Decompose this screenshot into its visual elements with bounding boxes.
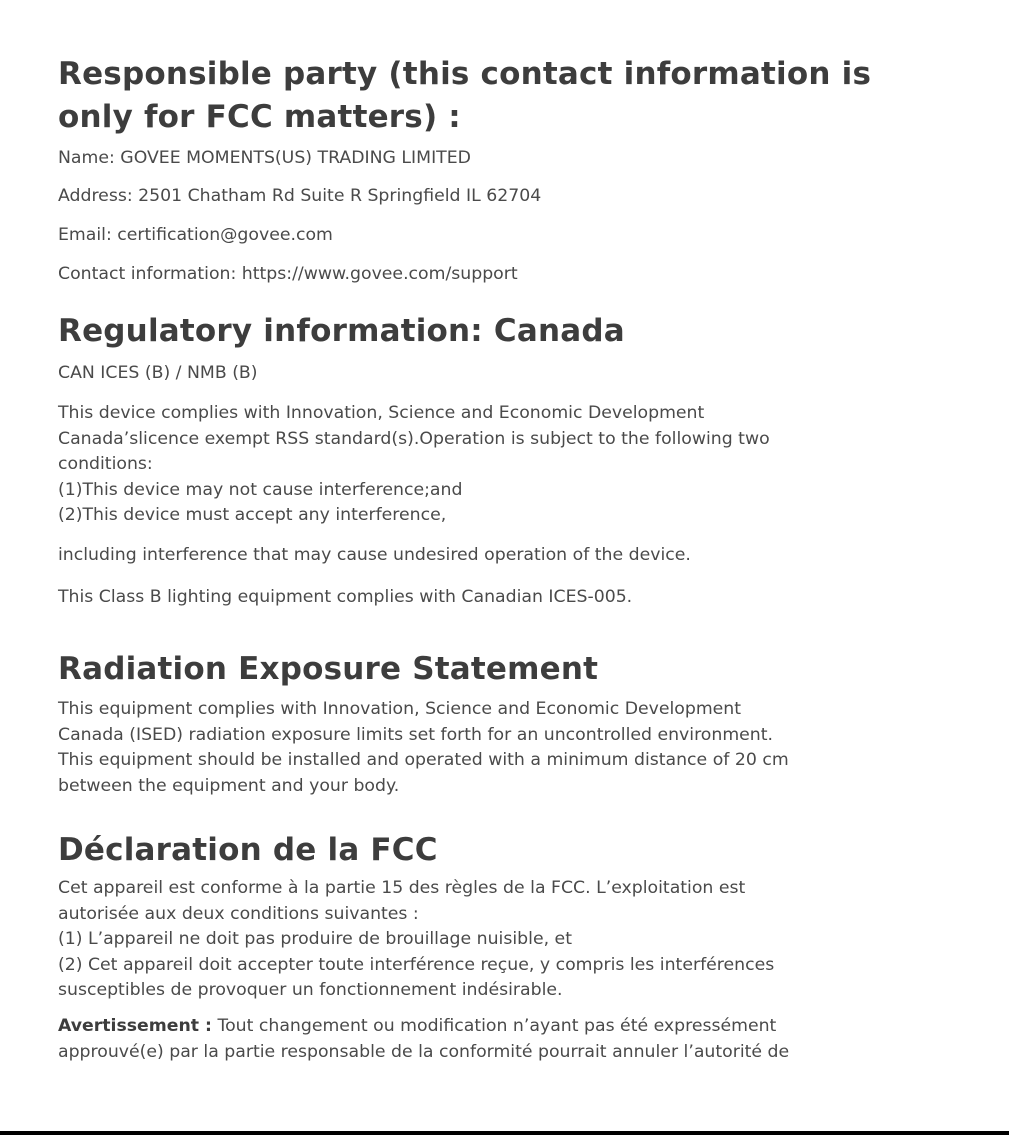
fcc-contact-heading-line2: only for FCC matters) : <box>58 99 461 135</box>
canada-statement-line: (2)This device must accept any interference, <box>58 505 447 525</box>
fcc-fr-line: Cet appareil est conforme à la partie 15 des règles de la FCC. L’exploitation est <box>58 878 746 898</box>
fcc-contact-heading-line1: Responsible party (this contact information is <box>58 56 872 92</box>
canada-including: including interference that may cause undesired operation of the device. <box>58 545 691 565</box>
canada-statement <box>58 401 770 529</box>
canada-heading: Regulatory information: Canada <box>58 313 625 349</box>
fcc-fr-line: autorisée aux deux conditions suivantes : <box>58 903 419 924</box>
radiation-line: This equipment should be installed and operated with a minimum distance of 20 cm <box>58 750 789 770</box>
contact-info: Contact information: https://www.govee.com/support <box>58 264 518 284</box>
fcc-fr-statement <box>58 876 774 1004</box>
canada-ices: CAN ICES (B) / NMB (B) <box>58 363 258 383</box>
warning-text-1: Tout changement ou modification n’ayant pas été expressément <box>211 1016 777 1036</box>
fcc-fr-line: (1) L’appareil ne doit pas produire de brouillage nuisible, et <box>58 929 572 949</box>
contact-address: Address: 2501 Chatham Rd Suite R Springfield IL 62704 <box>58 186 542 206</box>
fcc-fr-line: susceptibles de provoquer un fonctionnement indésirable. <box>58 980 563 1000</box>
canada-statement-line: Canada’slicence exempt RSS standard(s).Operation is subject to the following two <box>58 428 770 449</box>
fcc-fr-heading: Déclaration de la FCC <box>58 832 438 868</box>
radiation-line: Canada (ISED) radiation exposure limits set forth for an uncontrolled environment. <box>58 724 774 745</box>
radiation-line: This equipment complies with Innovation, Science and Economic Development <box>58 699 742 719</box>
canada-statement-line: (1)This device may not cause interference;and <box>58 479 463 500</box>
page-bottom-border <box>0 1131 1009 1135</box>
radiation-heading: Radiation Exposure Statement <box>58 651 599 687</box>
warning-label: Avertissement : <box>58 1016 212 1036</box>
canada-class-b: This Class B lighting equipment complies with Canadian ICES-005. <box>58 587 633 607</box>
radiation-statement <box>58 697 789 799</box>
canada-statement-line: conditions: <box>58 454 153 474</box>
fcc-fr-line: (2) Cet appareil doit accepter toute interférence reçue, y compris les interférences <box>58 954 775 975</box>
fcc-contact-heading <box>58 53 871 139</box>
radiation-line: between the equipment and your body. <box>58 775 400 796</box>
fcc-fr-warning <box>58 1014 789 1065</box>
warning-line2: approuvé(e) par la partie responsable de la conformité pourrait annuler l’autorité de <box>58 1041 790 1062</box>
contact-name: Name: GOVEE MOMENTS(US) TRADING LIMITED <box>58 148 471 168</box>
warning-line1 <box>58 1014 789 1040</box>
canada-statement-line: This device complies with Innovation, Science and Economic Development <box>58 403 705 423</box>
contact-email: Email: certification@govee.com <box>58 225 333 245</box>
